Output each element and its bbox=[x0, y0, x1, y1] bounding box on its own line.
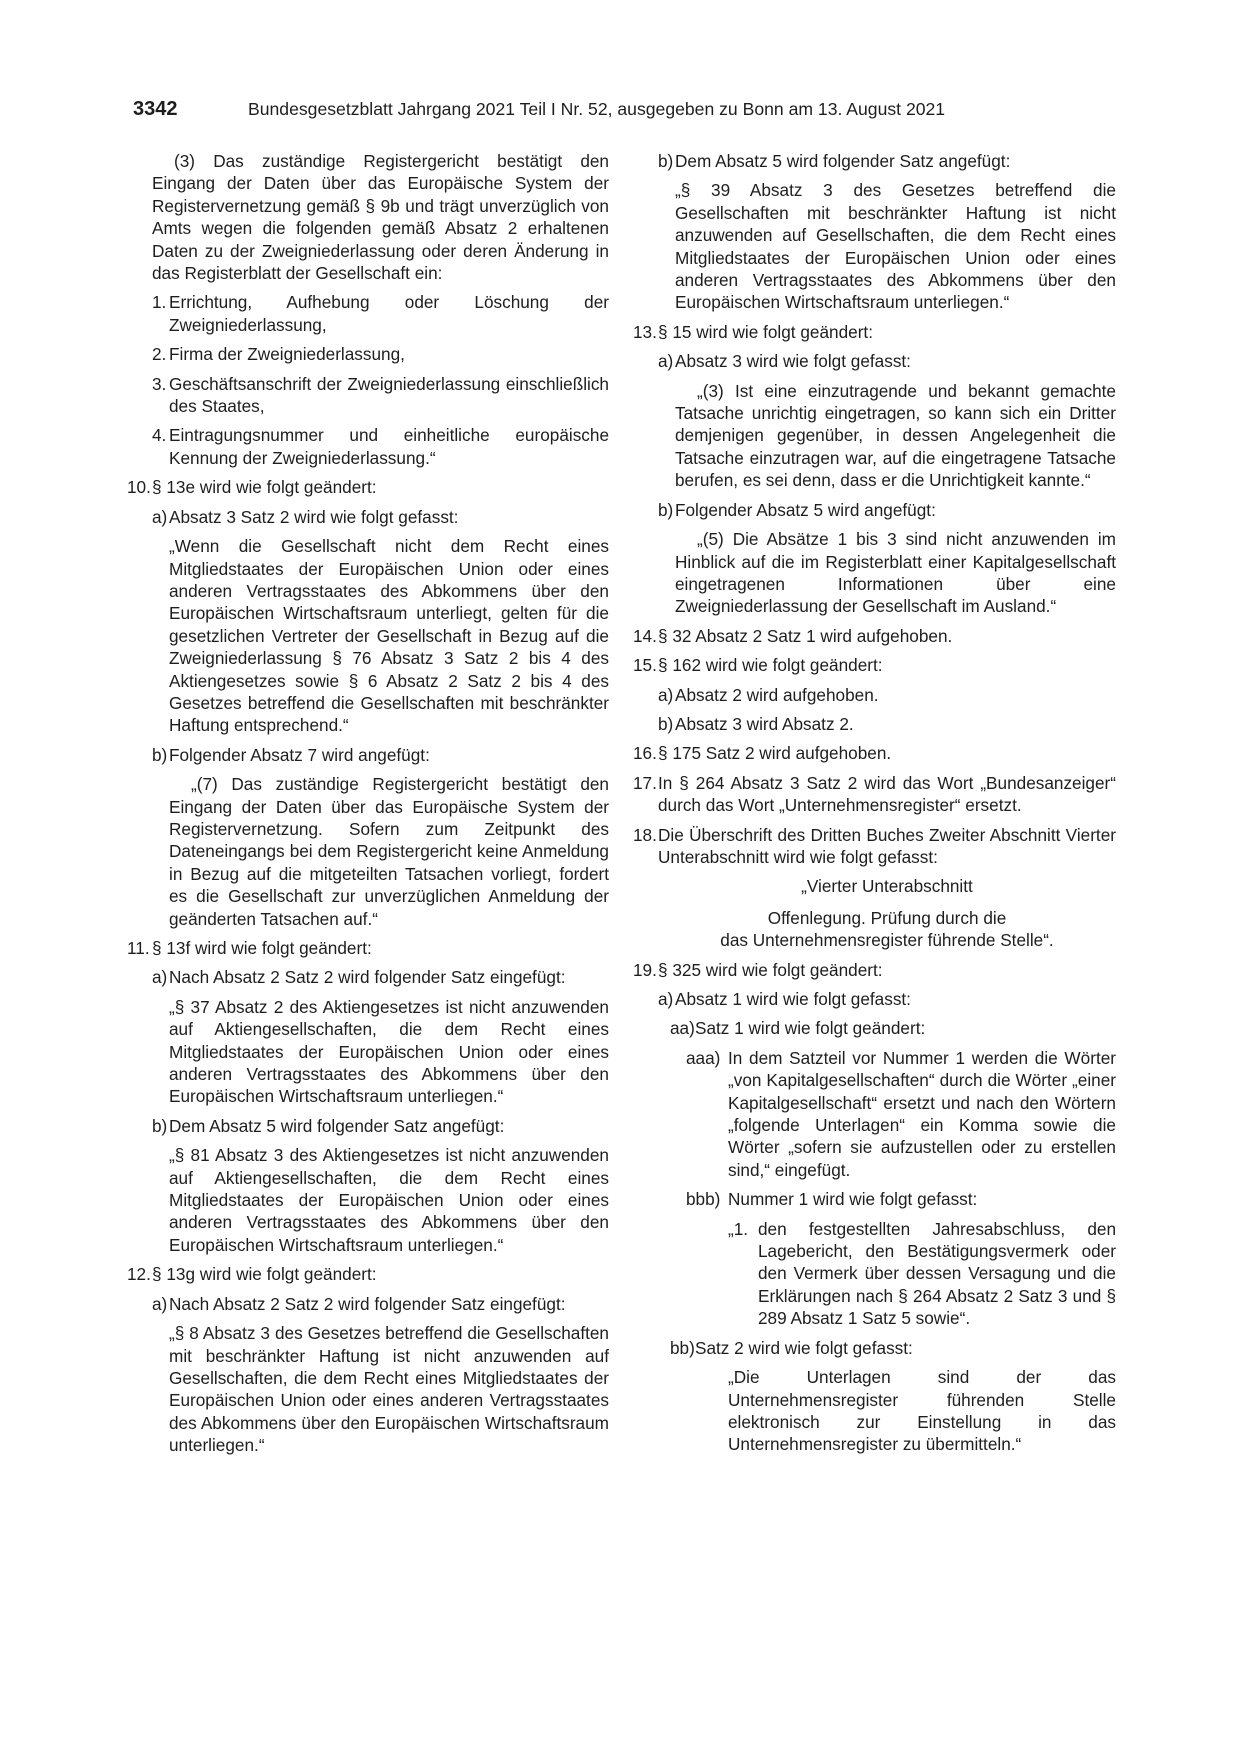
item-19 bbox=[633, 959, 1116, 981]
item-15 bbox=[633, 654, 1116, 676]
list-item-text: Geschäftsanschrift der Zweigniederlassung einschließlich des Staates, bbox=[169, 373, 609, 417]
item-13 bbox=[633, 321, 1116, 343]
item-number: 15. bbox=[633, 655, 657, 676]
sub-label: a) bbox=[658, 989, 674, 1009]
sub-text: Absatz 1 wird wie folgt gefasst: bbox=[675, 989, 911, 1009]
amendment-quote: „Die Unterlagen sind der das Unternehmensregister führenden Stelle elektronisch zur Einstellung in das Unternehmensregister zu übermitteln.“ bbox=[728, 1367, 1116, 1455]
sub-label: bb) bbox=[670, 1337, 695, 1358]
item-text: § 32 Absatz 2 Satz 1 wird aufgehoben. bbox=[658, 625, 953, 646]
item-number: 16. bbox=[633, 743, 657, 764]
sub-label: aa) bbox=[670, 1018, 695, 1039]
item-19-a-aa bbox=[633, 1017, 1116, 1039]
item-11-b bbox=[127, 1115, 609, 1137]
sub-text: Dem Absatz 5 wird folgender Satz angefügt: bbox=[675, 151, 1011, 171]
item-12 bbox=[127, 1263, 609, 1285]
page-number: 3342 bbox=[133, 98, 178, 120]
item-19-a-aa-bbb bbox=[633, 1188, 1116, 1210]
list-item bbox=[127, 291, 609, 336]
item-text: § 13f wird wie folgt geändert: bbox=[152, 938, 372, 958]
sub-text: Absatz 3 Satz 2 wird wie folgt gefasst: bbox=[169, 506, 459, 527]
item-number: 17. bbox=[633, 772, 657, 793]
item-13-b bbox=[633, 499, 1116, 521]
amendment-quote: „(3) Ist eine einzutragende und bekannt gemachte Tatsache unrichtig eingetragen, so kann sich ein Dritter demjenigen gegenüber, in dessen Angelegenheit die Tatsache einzutragen war, auf die eingetragene Tatsache berufen, es sei denn, dass er die Unrichtigkeit kannte.“ bbox=[675, 380, 1116, 491]
item-19-a-bb bbox=[633, 1337, 1116, 1359]
item-text: § 15 wird wie folgt geändert: bbox=[658, 321, 873, 342]
sub-label: a) bbox=[152, 506, 168, 527]
item-16 bbox=[633, 742, 1116, 764]
list-item-text: Firma der Zweigniederlassung, bbox=[169, 344, 405, 365]
item-text: § 325 wird wie folgt geändert: bbox=[658, 959, 883, 980]
sub-text: Satz 2 wird wie folgt gefasst: bbox=[695, 1337, 913, 1358]
item-14 bbox=[633, 625, 1116, 647]
item-18 bbox=[633, 824, 1116, 869]
item-12-a bbox=[127, 1293, 609, 1315]
sub-label: b) bbox=[152, 1115, 168, 1136]
page-header bbox=[133, 98, 1003, 128]
amendment-quote: „(5) Die Absätze 1 bis 3 sind nicht anzuwenden im Hinblick auf die im Registerblatt einer Kapitalgesellschaft eingetragenen Informationen über eine Zweigniederlassung der Gesellschaft im Ausland.“ bbox=[675, 529, 1116, 617]
item-19-a-aa-aaa bbox=[633, 1047, 1116, 1181]
sub-label: a) bbox=[658, 351, 674, 372]
sub-label: b) bbox=[658, 151, 674, 171]
item-10-b bbox=[127, 744, 609, 766]
item-number: 14. bbox=[633, 625, 657, 646]
item-11-a bbox=[127, 966, 609, 988]
publication-title: Bundesgesetzblatt Jahrgang 2021 Teil I Nr. 52, ausgegeben zu Bonn am 13. August 2021 bbox=[248, 99, 946, 119]
sub-label: a) bbox=[152, 1293, 168, 1314]
list-item bbox=[127, 373, 609, 418]
sub-text: Nummer 1 wird wie folgt gefasst: bbox=[728, 1189, 978, 1210]
amendment-quote: „§ 39 Absatz 3 des Gesetzes betreffend die Gesellschaften mit beschränkter Haftung ist nicht anzuwenden auf Gesellschaften, die dem Recht eines Mitgliedstaates der Europäischen Union oder eines anderen Vertragsstaates des Abkommens über den Europäischen Wirtschaftsraum unterliegen.“ bbox=[675, 180, 1116, 313]
new-heading-line: das Unternehmensregister führende Stelle“. bbox=[720, 930, 1054, 951]
sub-label: aaa) bbox=[686, 1047, 721, 1068]
sub-label: b) bbox=[658, 713, 674, 734]
right-column bbox=[633, 150, 1116, 1463]
item-17 bbox=[633, 772, 1116, 817]
new-heading-line: „Vierter Unterabschnitt bbox=[801, 876, 973, 897]
sub-text: Absatz 3 wird Absatz 2. bbox=[675, 713, 854, 734]
list-item-label: 4. bbox=[152, 425, 167, 446]
sub-text: Satz 1 wird wie folgt geändert: bbox=[695, 1018, 926, 1039]
item-text: § 13e wird wie folgt geändert: bbox=[152, 477, 377, 498]
item-13-a bbox=[633, 350, 1116, 372]
sub-text: Folgender Absatz 5 wird angefügt: bbox=[675, 499, 936, 520]
item-number: 12. bbox=[127, 1264, 151, 1285]
sub-label: b) bbox=[658, 499, 674, 520]
sub-label: b) bbox=[152, 744, 168, 765]
item-19-a bbox=[633, 988, 1116, 1010]
list-item bbox=[127, 424, 609, 469]
item-number: 10. bbox=[127, 477, 151, 498]
item-text: § 175 Satz 2 wird aufgehoben. bbox=[658, 743, 892, 764]
item-15-b bbox=[633, 713, 1116, 735]
amendment-quote: „§ 81 Absatz 3 des Aktiengesetzes ist nicht anzuwenden auf Aktiengesellschaften, die dem Recht eines Mitgliedstaates der Europäischen Union oder eines anderen Vertragsstaates des Abkommens über den Europäischen Wirtschaftsraum unterliegen.“ bbox=[169, 1145, 609, 1255]
item-10 bbox=[127, 476, 609, 498]
new-heading-line: Offenlegung. Prüfung durch die bbox=[767, 907, 1007, 928]
amendment-quote: „§ 8 Absatz 3 des Gesetzes betreffend die Gesellschaften mit beschränkter Haftung ist nicht anzuwenden auf Gesellschaften, die dem Recht eines Mitgliedstaates der Europäischen Union oder eines anderen Vertragsstaates des Abkommens über den Europäischen Wirtschaftsraum unterliegen.“ bbox=[169, 1323, 609, 1456]
sub-text: Nach Absatz 2 Satz 2 wird folgender Satz eingefügt: bbox=[169, 967, 566, 988]
sub-label: a) bbox=[152, 967, 168, 988]
item-15-a bbox=[633, 684, 1116, 706]
item-number: 13. bbox=[633, 321, 657, 342]
item-text: Die Überschrift des Dritten Buches Zweiter Abschnitt Vierter Unterabschnitt wird wie folgt gefasst: bbox=[658, 824, 1116, 867]
item-10-a bbox=[127, 506, 609, 528]
sub-text: Folgender Absatz 7 wird angefügt: bbox=[169, 744, 430, 765]
list-item-label: 1. bbox=[152, 292, 167, 313]
sub-text: den festgestellten Jahresabschluss, den Lagebericht, den Bestätigungsvermerk oder den Vermerk über dessen Versagung und die Erklärungen nach § 264 Absatz 2 Satz 3 und § 289 Absatz 1 Satz 5 sowie“. bbox=[758, 1218, 1116, 1329]
item-text: In § 264 Absatz 3 Satz 2 wird das Wort „Bundesanzeiger“ durch das Wort „Unternehmensregister“ ersetzt. bbox=[658, 772, 1116, 816]
list-item-text: Eintragungsnummer und einheitliche europäische Kennung der Zweigniederlassung.“ bbox=[169, 425, 609, 468]
list-item-label: 3. bbox=[152, 373, 167, 394]
sub-label: „1. bbox=[728, 1218, 749, 1239]
item-number: 11. bbox=[127, 938, 150, 958]
sub-text: Nach Absatz 2 Satz 2 wird folgender Satz eingefügt: bbox=[169, 1293, 566, 1314]
list-item-text: Errichtung, Aufhebung oder Löschung der Zweigniederlassung, bbox=[169, 292, 609, 335]
sub-text: Absatz 3 wird wie folgt gefasst: bbox=[675, 351, 911, 372]
item-number: 19. bbox=[633, 959, 657, 980]
item-12-b bbox=[633, 150, 1116, 172]
list-item-label: 2. bbox=[152, 344, 167, 365]
sub-label: bbb) bbox=[686, 1189, 721, 1210]
item-text: § 13g wird wie folgt geändert: bbox=[152, 1264, 377, 1285]
left-column bbox=[127, 150, 609, 1464]
amendment-quote: „(7) Das zuständige Registergericht bestätigt den Eingang der Daten über das Europäische System der Registervernetzung. Sofern zum Zeitpunkt des Dateneingangs bei dem Registergericht keine Anmeldung in Bezug auf die mitgeteilten Tatsachen vorliegt, fordert es die Gesellschaft zur unverzüglichen Anmeldung der geänderten Tatsachen auf.“ bbox=[169, 774, 609, 929]
amendment-quote: „Wenn die Gesellschaft nicht dem Recht eines Mitgliedstaates der Europäischen Union oder eines anderen Vertragsstaates des Abkommens über den Europäischen Wirtschaftsraum unterliegt, gelten für die gesetzlichen Vertreter der Gesellschaft in Bezug auf die Zweigniederlassung § 76 Absatz 3 Satz 2 bis 4 des Aktiengesetzes sowie § 6 Absatz 2 Satz 2 bis 4 des Gesetzes betreffend die Gesellschaften mit beschränkter Haftung entsprechend.“ bbox=[169, 536, 609, 736]
list-item bbox=[127, 343, 609, 365]
item-number: 18. bbox=[633, 824, 657, 845]
item-text: § 162 wird wie folgt geändert: bbox=[658, 655, 883, 676]
sub-text: Absatz 2 wird aufgehoben. bbox=[675, 684, 879, 705]
new-number-1 bbox=[633, 1218, 1116, 1330]
sub-text: Dem Absatz 5 wird folgender Satz angefügt: bbox=[169, 1115, 505, 1136]
paragraph-3: (3) Das zuständige Registergericht bestätigt den Eingang der Daten über das Europäische System der Registervernetzung gemäß § 9b und trägt unverzüglich von Amts wegen die folgenden gemäß Absatz 2 erhaltenen Daten zu der Zweigniederlassung oder deren Änderung in das Registerblatt der Gesellschaft ein: bbox=[152, 151, 609, 284]
amendment-quote: „§ 37 Absatz 2 des Aktiengesetzes ist nicht anzuwenden auf Aktiengesellschaften, die dem Recht eines Mitgliedstaates der Europäischen Union oder eines anderen Vertragsstaates des Abkommens über den Europäischen Wirtschaftsraum unterliegen.“ bbox=[169, 996, 609, 1107]
sub-label: a) bbox=[658, 684, 674, 705]
sub-text: In dem Satzteil vor Nummer 1 werden die Wörter „von Kapitalgesellschaften“ durch die Wörter „einer Kapitalgesellschaft“ ersetzt und nach den Wörtern „folgende Unterlagen“ ein Komma sowie die Wörter „sofern sie aufzustellen oder zu erstellen sind,“ eingefügt. bbox=[728, 1047, 1116, 1180]
item-11 bbox=[127, 937, 609, 959]
